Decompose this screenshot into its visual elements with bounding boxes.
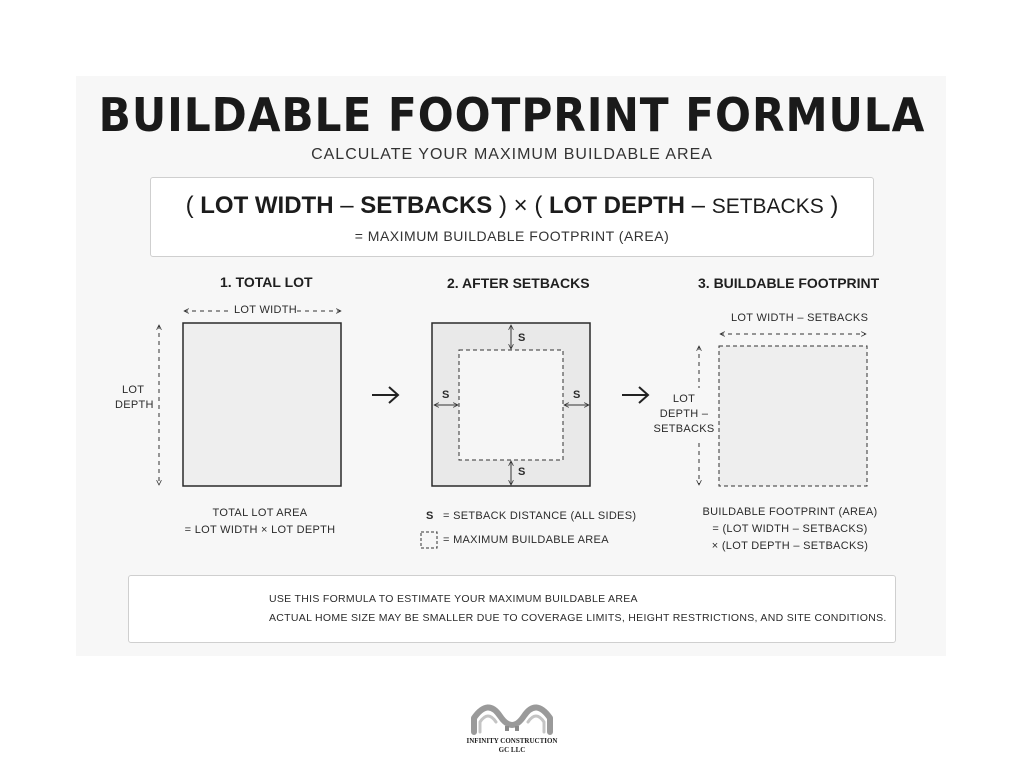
flow-arrow-icon xyxy=(372,387,398,403)
step-3-caption xyxy=(690,504,890,555)
lot-depth-label-line2: DEPTH xyxy=(115,399,154,411)
formula-minus: – xyxy=(340,192,354,219)
formula-lot-width: LOT WIDTH xyxy=(200,192,334,219)
formula-open-paren: ( xyxy=(534,192,543,219)
legend-area-text: = MAXIMUM BUILDABLE AREA xyxy=(443,534,609,546)
setback-label-top: S xyxy=(518,332,526,344)
step-2-title: 2. AFTER SETBACKS xyxy=(447,275,590,291)
legend-dashed-square-icon xyxy=(421,532,437,548)
buildable-footprint-rect xyxy=(719,346,867,486)
step-1-caption-line1: TOTAL LOT AREA xyxy=(212,507,308,519)
formula-open-paren: ( xyxy=(185,192,194,219)
formula-minus: – xyxy=(691,192,706,219)
step-3-caption-line3: × (LOT DEPTH – SETBACKS) xyxy=(711,540,869,552)
page-title: BUILDABLE FOOTPRINT FORMULA xyxy=(98,88,926,142)
step-3-caption-line2: = (LOT WIDTH – SETBACKS) xyxy=(712,523,868,535)
formula-close-paren: ) xyxy=(498,192,507,219)
formula-close-paren: ) xyxy=(830,192,839,219)
flow-arrow-icon xyxy=(622,387,648,403)
formula-result: = MAXIMUM BUILDABLE FOOTPRINT (AREA) xyxy=(354,228,670,244)
setback-label-bottom: S xyxy=(518,466,526,478)
max-buildable-area-rect xyxy=(459,350,563,460)
legend-s-key: S xyxy=(426,510,434,522)
footer-note-box xyxy=(128,575,896,643)
legend-s-text: = SETBACK DISTANCE (ALL SIDES) xyxy=(443,510,637,522)
total-lot-rect xyxy=(183,323,341,486)
lot-depth-label-line1: LOT xyxy=(122,384,145,396)
company-name-line2: GC LLC xyxy=(498,746,526,754)
company-logo-icon xyxy=(474,707,550,732)
page-subtitle: CALCULATE YOUR MAXIMUM BUILDABLE AREA xyxy=(311,146,713,163)
step-1-title: 1. TOTAL LOT xyxy=(220,274,313,290)
buildable-width-label: LOT WIDTH – SETBACKS xyxy=(731,312,869,324)
buildable-depth-label xyxy=(650,392,718,437)
lot-width-label: LOT WIDTH xyxy=(234,304,297,316)
footer-line-2: ACTUAL HOME SIZE MAY BE SMALLER DUE TO COVERAGE LIMITS, HEIGHT RESTRICTIONS, AND SITE CONDITIONS. xyxy=(269,612,887,624)
setback-label-left: S xyxy=(442,389,450,401)
buildable-depth-label-line1: LOT xyxy=(672,393,696,405)
buildable-depth-label-line2: DEPTH – xyxy=(659,408,709,420)
footer-line-1: USE THIS FORMULA TO ESTIMATE YOUR MAXIMUM BUILDABLE AREA xyxy=(269,593,638,605)
step-3-caption-line1: BUILDABLE FOOTPRINT (AREA) xyxy=(702,506,878,518)
formula-setbacks: SETBACKS xyxy=(360,192,493,219)
formula-times: × xyxy=(513,192,528,219)
step-1-caption-line2: = LOT WIDTH × LOT DEPTH xyxy=(184,524,336,536)
setback-label-right: S xyxy=(573,389,581,401)
formula-lot-depth: LOT DEPTH xyxy=(548,192,685,219)
step-1-caption xyxy=(160,505,360,539)
company-name-line1: INFINITY CONSTRUCTION xyxy=(466,737,558,745)
buildable-depth-label-line3: SETBACKS xyxy=(653,423,715,435)
step-3-title: 3. BUILDABLE FOOTPRINT xyxy=(698,275,880,291)
formula-setbacks: SETBACKS xyxy=(711,195,824,218)
company-logo-text xyxy=(0,737,1024,755)
